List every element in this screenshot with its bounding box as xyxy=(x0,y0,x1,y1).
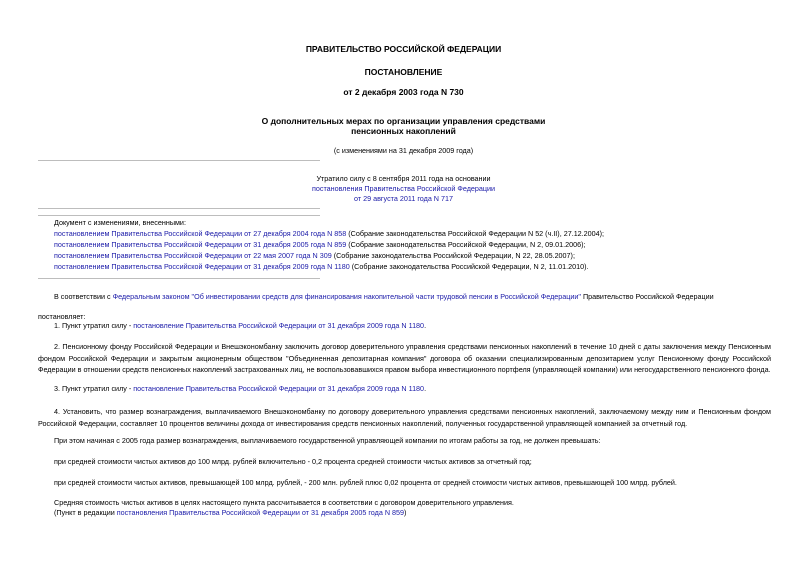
expiry-note: Утратило силу с 8 сентября 2011 года на основании xyxy=(316,174,491,183)
amendment-item xyxy=(54,240,586,251)
paragraph-7: при средней стоимости чистых активов, превышающей 100 млрд. рублей, - 200 млн. рублей плюс 0,02 процента от средней стоимости чистых активов, превышающей 100 млрд. рублей. xyxy=(54,478,677,487)
paragraph-8: Средняя стоимость чистых активов в целях настоящего пункта рассчитывается в соответствии с договором доверительного управления. xyxy=(54,498,514,507)
paragraph-3: 3. Пункт утратил силу - постановление Правительства Российской Федерации от 31 декабря 2009 года N 1180. xyxy=(54,384,427,393)
document-type: ПОСТАНОВЛЕНИЕ xyxy=(364,67,443,77)
paragraph-2: 2. Пенсионному фонду Российской Федерации и Внешэкономбанку заключить договор доверительного управления средствами пенсионных накоплений в течение 10 дней с даты заключения между Пенсионным фондом Российской Федерации и закрытым акционерным обществом "Объединенная депозитарная компания" договора об оказании специализированным депозитарием услуг Пенсионному фонду Российской Федерации в отношении средств пенсионных накоплений застрахованных лиц, не воспользовавшихся правом выбора инвестиционного портфеля (управляющей компании) или негосударственного пенсионного фонда. xyxy=(38,342,771,374)
amendment-link[interactable]: постановлением Правительства Российской Федерации от 31 декабря 2009 года N 1180 xyxy=(54,262,350,271)
amendment-item xyxy=(54,229,604,240)
divider xyxy=(38,215,320,216)
document-title-line1: О дополнительных мерах по организации управления средствами xyxy=(261,116,546,126)
paragraph-5: При этом начиная с 2005 года размер вознаграждения, выплачиваемого государственной управляющей компании по итогам работы за год, не должен превышать: xyxy=(54,436,601,445)
amendment-source: (Собрание законодательства Российской Федерации, N 22, 28.05.2007); xyxy=(331,251,575,260)
amendments-intro: Документ с изменениями, внесенными: xyxy=(54,218,186,227)
paragraph-6: при средней стоимости чистых активов до 100 млрд. рублей включительно - 0,2 процента средней стоимости чистых активов за отчетный год; xyxy=(54,457,532,466)
amendment-item xyxy=(54,262,588,273)
paragraph-4: 4. Установить, что размер вознаграждения, выплачиваемого Внешэкономбанку по договору доверительного управления средствами пенсионных накоплений, заключаемому между ним и Пенсионным фондом Российской Федерации, составляет 10 процентов величины дохода от инвестирования средств пенсионных накоплений, полученных государственной управляющей компанией за отчетный год. xyxy=(38,407,771,428)
repeal-link[interactable]: постановление Правительства Российской Федерации от 31 декабря 2009 года N 1180 xyxy=(133,384,425,393)
repeal-link[interactable]: постановление Правительства Российской Федерации от 31 декабря 2009 года N 1180 xyxy=(133,321,425,330)
revision-note: (с изменениями на 31 декабря 2009 года) xyxy=(333,146,474,155)
divider xyxy=(38,208,320,209)
expiry-link-line1[interactable]: постановления Правительства Российской Федерации xyxy=(311,184,496,193)
amendment-source: (Собрание законодательства Российской Федерации, N 2, 11.01.2010). xyxy=(349,262,589,271)
amendment-source: (Собрание законодательства Российской Федерации, N 2, 09.01.2006); xyxy=(346,240,586,249)
amendment-link[interactable]: постановлением Правительства Российской Федерации от 31 декабря 2005 года N 859 xyxy=(54,240,347,249)
paragraph-9: (Пункт в редакции постановления Правительства Российской Федерации от 31 декабря 2005 года N 859) xyxy=(54,508,407,517)
amendment-item xyxy=(54,251,575,262)
resolves-text: постановляет: xyxy=(38,312,86,321)
amendment-link[interactable]: постановлением Правительства Российской Федерации от 22 мая 2007 года N 309 xyxy=(54,251,332,260)
amendment-source: (Собрание законодательства Российской Федерации N 52 (ч.II), 27.12.2004); xyxy=(346,229,605,238)
divider xyxy=(38,278,320,279)
document-title-line2: пенсионных накоплений xyxy=(351,126,456,136)
expiry-link-line2[interactable]: от 29 августа 2011 года N 717 xyxy=(354,194,453,203)
paragraph-1: 1. Пункт утратил силу - постановление Правительства Российской Федерации от 31 декабря 2009 года N 1180. xyxy=(54,321,427,330)
divider xyxy=(38,160,320,161)
preamble: В соответствии с Федеральным законом "Об инвестировании средств для финансирования накопительной части трудовой пенсии в Российской Федерации" Правительство Российской Федерации xyxy=(54,292,714,301)
document-date-number: от 2 декабря 2003 года N 730 xyxy=(343,87,464,97)
amendment-link[interactable]: постановлением Правительства Российской Федерации от 27 декабря 2004 года N 858 xyxy=(54,229,347,238)
government-heading: ПРАВИТЕЛЬСТВО РОССИЙСКОЙ ФЕДЕРАЦИИ xyxy=(305,44,502,54)
federal-law-link[interactable]: Федеральным законом "Об инвестировании средств для финансирования накопительной части трудовой пенсии в Российской Федерации" xyxy=(112,292,581,301)
revision-link[interactable]: постановления Правительства Российской Федерации от 31 декабря 2005 года N 859 xyxy=(116,508,405,517)
